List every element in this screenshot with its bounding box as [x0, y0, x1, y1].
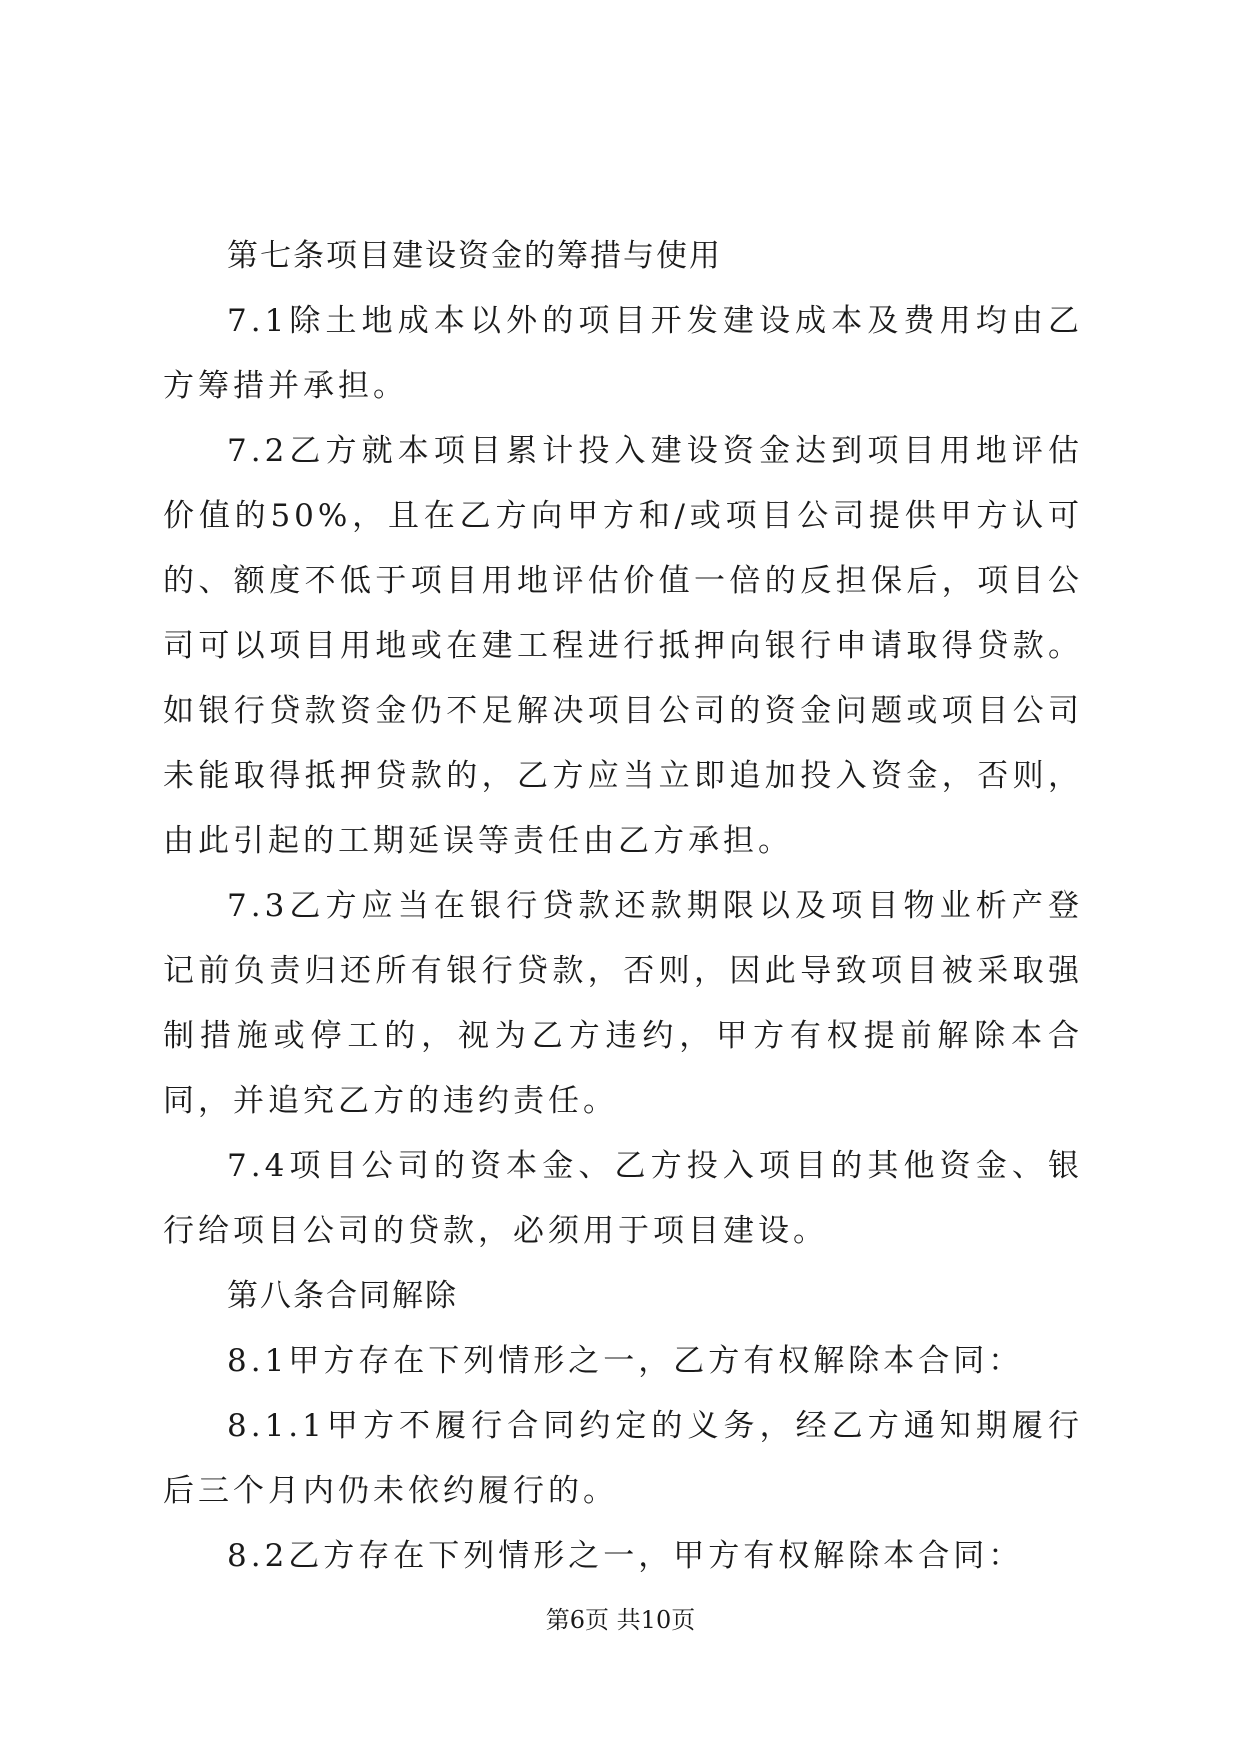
clause-7-3: 7.3乙方应当在银行贷款还款期限以及项目物业析产登记前负责归还所有银行贷款，否则，因此导致项目被采取强制措施或停工的，视为乙方违约，甲方有权提前解除本合同，并追究乙方的违约责任。	[163, 888, 1083, 1119]
clause-8-1: 8.1甲方存在下列情形之一，乙方有权解除本合同：	[227, 1343, 1024, 1379]
article-8-heading: 第八条合同解除	[227, 1278, 458, 1314]
clause-8-1-1: 8.1.1甲方不履行合同约定的义务，经乙方通知期履行后三个月内仍未依约履行的。	[163, 1408, 1083, 1509]
page-footer	[0, 1604, 1241, 1636]
clause-7-2: 7.2乙方就本项目累计投入建设资金达到项目用地评估价值的50%，且在乙方向甲方和/或项目公司提供甲方认可的、额度不低于项目用地评估价值一倍的反担保后，项目公司可以项目用地或在建工程进行抵押向银行申请取得贷款。如银行贷款资金仍不足解决项目公司的资金问题或项目公司未能取得抵押贷款的，乙方应当立即追加投入资金，否则，由此引起的工期延误等责任由乙方承担。	[163, 433, 1083, 859]
article-7-heading: 第七条项目建设资金的筹措与使用	[227, 238, 722, 274]
clause-8-2: 8.2乙方存在下列情形之一，甲方有权解除本合同：	[227, 1538, 1024, 1574]
page-number-label: 第6页 共10页	[545, 1606, 696, 1634]
clause-7-4: 7.4项目公司的资本金、乙方投入项目的其他资金、银行给项目公司的贷款，必须用于项目建设。	[163, 1148, 1083, 1249]
clause-7-1: 7.1除土地成本以外的项目开发建设成本及费用均由乙方筹措并承担。	[163, 303, 1083, 404]
document-body	[163, 224, 1083, 1589]
